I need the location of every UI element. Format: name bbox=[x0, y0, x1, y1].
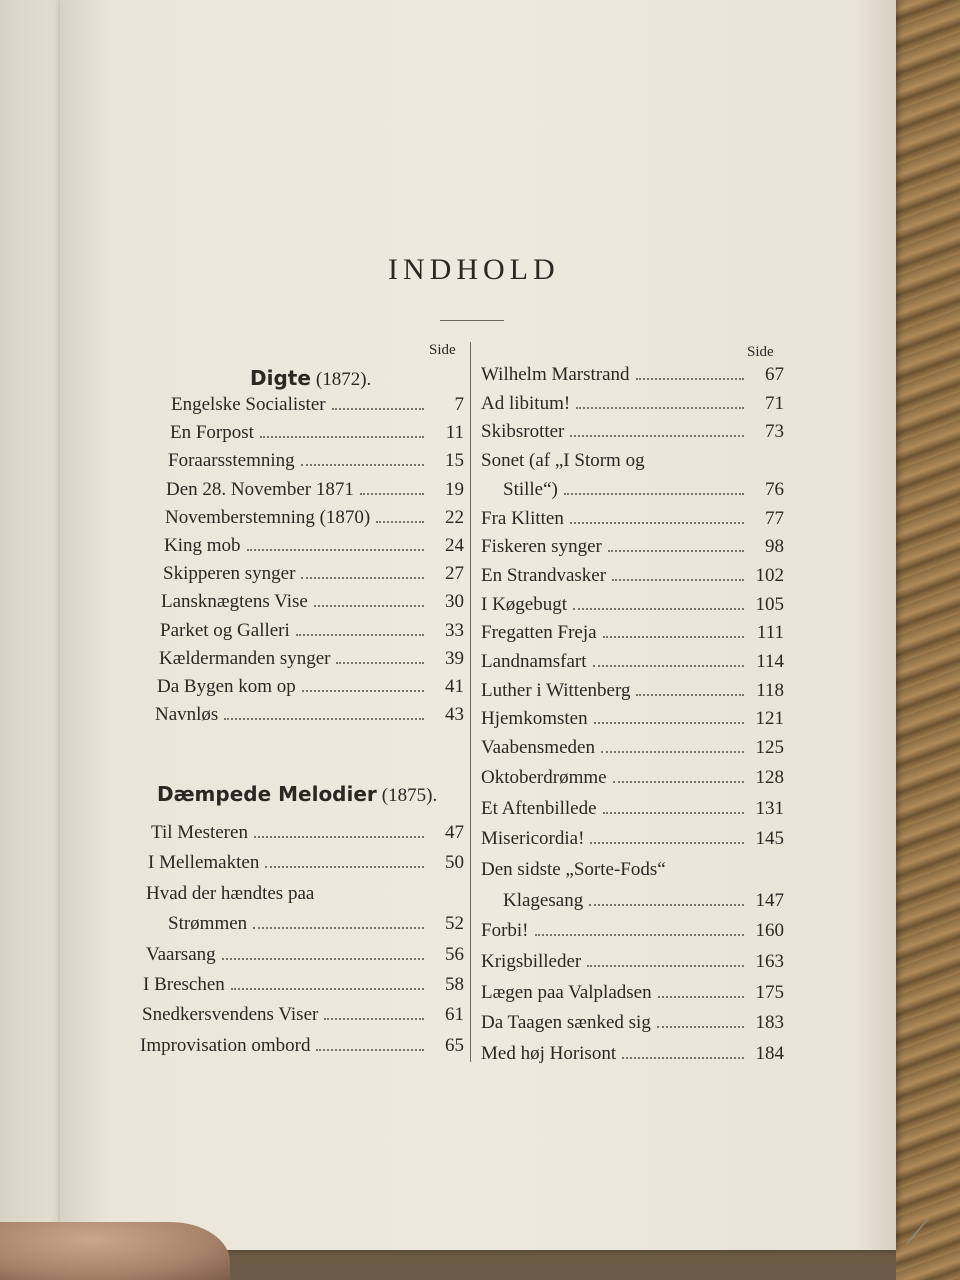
toc-entry-title: Wilhelm Marstrand bbox=[481, 364, 630, 385]
toc-entry-title: Et Aftenbillede bbox=[481, 798, 597, 819]
dot-leader bbox=[603, 812, 744, 814]
section-year: (1872). bbox=[315, 369, 372, 390]
dot-leader bbox=[231, 988, 424, 990]
toc-entry-page: 67 bbox=[765, 364, 784, 385]
toc-entry-page: 147 bbox=[755, 890, 784, 911]
toc-entry bbox=[481, 594, 784, 622]
toc-entry bbox=[161, 591, 464, 619]
toc-entry bbox=[503, 479, 784, 507]
toc-entry bbox=[143, 974, 464, 1002]
dot-leader bbox=[247, 549, 424, 551]
toc-entry-title: Novemberstemning (1870) bbox=[165, 507, 371, 528]
toc-entry bbox=[481, 450, 784, 478]
toc-entry bbox=[171, 394, 464, 422]
toc-entry bbox=[481, 508, 784, 536]
toc-entry bbox=[165, 507, 464, 535]
toc-entry-title: King mob bbox=[164, 535, 241, 556]
toc-entry bbox=[481, 1012, 784, 1040]
toc-entry bbox=[481, 951, 784, 979]
dot-leader bbox=[601, 751, 744, 753]
toc-entry bbox=[151, 822, 464, 850]
toc-entry-title: Kældermanden synger bbox=[159, 648, 331, 669]
toc-entry bbox=[146, 944, 464, 972]
toc-entry-page: 50 bbox=[445, 852, 464, 873]
toc-entry bbox=[481, 536, 784, 564]
toc-entry-page: 47 bbox=[445, 822, 464, 843]
toc-entry-title: Til Mesteren bbox=[151, 822, 248, 843]
toc-entry-page: 71 bbox=[765, 393, 784, 414]
page-title: INDHOLD bbox=[388, 253, 560, 286]
toc-entry-title: Fregatten Freja bbox=[481, 622, 597, 643]
toc-entry-page: 24 bbox=[445, 535, 464, 556]
toc-entry bbox=[140, 1035, 464, 1063]
toc-entry-title: Krigsbilleder bbox=[481, 951, 582, 972]
toc-entry-page: 43 bbox=[445, 704, 464, 725]
toc-entry-page: 7 bbox=[454, 394, 464, 415]
toc-entry-title: Vaabensmeden bbox=[481, 737, 595, 758]
dot-leader bbox=[603, 636, 744, 638]
toc-entry-title: Skibsrotter bbox=[481, 421, 565, 442]
side-label-left: Side bbox=[429, 342, 456, 358]
toc-entry bbox=[481, 828, 784, 856]
toc-entry-page: 118 bbox=[756, 680, 784, 701]
toc-entry bbox=[481, 364, 784, 392]
dot-leader bbox=[265, 866, 424, 868]
dot-leader bbox=[254, 836, 424, 838]
section-name: Dæmpede Melodier bbox=[157, 782, 377, 806]
toc-entry-title: Navnløs bbox=[155, 704, 219, 725]
toc-entry-title: Vaarsang bbox=[146, 944, 216, 965]
toc-entry bbox=[168, 450, 464, 478]
toc-entry-page: 22 bbox=[445, 507, 464, 528]
dot-leader bbox=[636, 694, 744, 696]
toc-entry-page: 77 bbox=[765, 508, 784, 529]
dot-leader bbox=[336, 662, 424, 664]
toc-entry bbox=[166, 479, 464, 507]
toc-entry-page: 102 bbox=[755, 565, 784, 586]
dot-leader bbox=[636, 378, 744, 380]
toc-entry bbox=[146, 883, 464, 911]
toc-entry-page: 125 bbox=[755, 737, 784, 758]
toc-entry bbox=[481, 421, 784, 449]
thumb bbox=[0, 1222, 230, 1280]
toc-entry-page: 61 bbox=[445, 1004, 464, 1025]
toc-entry-page: 145 bbox=[755, 828, 784, 849]
toc-entry-page: 175 bbox=[755, 982, 784, 1003]
toc-entry-page: 15 bbox=[445, 450, 464, 471]
toc-entry bbox=[164, 535, 464, 563]
toc-entry-page: 184 bbox=[755, 1043, 784, 1064]
dot-leader bbox=[570, 435, 744, 437]
toc-entry-title: Parket og Galleri bbox=[160, 620, 290, 641]
toc-entry-page: 33 bbox=[445, 620, 464, 641]
dot-leader bbox=[302, 690, 424, 692]
dot-leader bbox=[564, 493, 744, 495]
toc-entry-page: 73 bbox=[765, 421, 784, 442]
toc-entry bbox=[481, 708, 784, 736]
dot-leader bbox=[576, 407, 744, 409]
toc-entry bbox=[481, 680, 784, 708]
toc-entry bbox=[142, 1004, 464, 1032]
toc-entry-page: 114 bbox=[756, 651, 784, 672]
toc-entry bbox=[170, 422, 464, 450]
toc-entry-page: 160 bbox=[755, 920, 784, 941]
dot-leader bbox=[573, 608, 744, 610]
toc-entry-title: Landnamsfart bbox=[481, 651, 587, 672]
toc-entry-title: Engelske Socialister bbox=[171, 394, 326, 415]
toc-entry bbox=[481, 565, 784, 593]
toc-entry-page: 39 bbox=[445, 648, 464, 669]
page-corner-mark: ⟋ bbox=[906, 1212, 930, 1252]
toc-entry-page: 52 bbox=[445, 913, 464, 934]
toc-entry-title: En Strandvasker bbox=[481, 565, 607, 586]
dot-leader bbox=[332, 408, 424, 410]
dot-leader bbox=[590, 842, 744, 844]
toc-entry bbox=[503, 890, 784, 918]
toc-entry bbox=[481, 920, 784, 948]
toc-entry-page: 30 bbox=[445, 591, 464, 612]
dot-leader bbox=[613, 781, 744, 783]
dot-leader bbox=[594, 722, 744, 724]
column-divider bbox=[470, 342, 471, 1062]
toc-entry-title: Snedkersvendens Viser bbox=[142, 1004, 319, 1025]
toc-entry-title: Med høj Horisont bbox=[481, 1043, 617, 1064]
toc-entry-title: I Mellemakten bbox=[148, 852, 260, 873]
toc-entry bbox=[481, 798, 784, 826]
toc-entry-title: Fra Klitten bbox=[481, 508, 564, 529]
toc-entry-page: 58 bbox=[445, 974, 464, 995]
toc-entry-page: 163 bbox=[755, 951, 784, 972]
toc-entry bbox=[159, 648, 464, 676]
toc-entry-page: 65 bbox=[445, 1035, 464, 1056]
dot-leader bbox=[658, 996, 744, 998]
wicker-background bbox=[896, 0, 960, 1280]
toc-entry-page: 105 bbox=[755, 594, 784, 615]
toc-entry-title: I Køgebugt bbox=[481, 594, 568, 615]
toc-entry bbox=[481, 1043, 784, 1071]
dot-leader bbox=[622, 1057, 744, 1059]
dot-leader bbox=[593, 665, 744, 667]
toc-entry-title: Da Taagen sænked sig bbox=[481, 1012, 651, 1033]
side-label-right: Side bbox=[747, 344, 774, 360]
toc-entry-title: Improvisation ombord bbox=[140, 1035, 311, 1056]
toc-entry-page: 183 bbox=[755, 1012, 784, 1033]
dot-leader bbox=[324, 1018, 424, 1020]
toc-entry bbox=[160, 620, 464, 648]
toc-entry-title: Sonet (af „I Storm og bbox=[481, 450, 645, 471]
dot-leader bbox=[224, 718, 424, 720]
toc-entry-title: Misericordia! bbox=[481, 828, 585, 849]
section-year: (1875). bbox=[381, 785, 438, 806]
section-heading-daempede bbox=[157, 782, 437, 807]
dot-leader bbox=[222, 958, 424, 960]
toc-entry-title: Oktoberdrømme bbox=[481, 767, 607, 788]
toc-entry-title: Den 28. November 1871 bbox=[166, 479, 354, 500]
toc-entry bbox=[157, 676, 464, 704]
toc-entry-page: 19 bbox=[445, 479, 464, 500]
toc-entry-title: Lægen paa Valpladsen bbox=[481, 982, 652, 1003]
toc-entry bbox=[481, 982, 784, 1010]
toc-entry-title: Hvad der hændtes paa bbox=[146, 883, 315, 904]
toc-entry-page: 41 bbox=[445, 676, 464, 697]
toc-entry-page: 111 bbox=[756, 622, 784, 643]
toc-entry bbox=[481, 622, 784, 650]
dot-leader bbox=[376, 521, 424, 523]
toc-entry bbox=[481, 651, 784, 679]
dot-leader bbox=[570, 522, 744, 524]
toc-entry-title: Ad libitum! bbox=[481, 393, 571, 414]
dot-leader bbox=[316, 1049, 424, 1051]
toc-entry-page: 131 bbox=[755, 798, 784, 819]
dot-leader bbox=[314, 605, 424, 607]
toc-entry-title: Strømmen bbox=[168, 913, 248, 934]
dot-leader bbox=[301, 464, 424, 466]
dot-leader bbox=[608, 550, 744, 552]
toc-entry-title: Foraarsstemning bbox=[168, 450, 295, 471]
toc-entry-page: 98 bbox=[765, 536, 784, 557]
toc-entry-title: Skipperen synger bbox=[163, 563, 296, 584]
toc-entry bbox=[148, 852, 464, 880]
dot-leader bbox=[535, 934, 745, 936]
toc-entry-page: 76 bbox=[765, 479, 784, 500]
dot-leader bbox=[260, 436, 424, 438]
dot-leader bbox=[589, 904, 744, 906]
toc-entry-title: Forbi! bbox=[481, 920, 529, 941]
dot-leader bbox=[612, 579, 744, 581]
toc-entry-title: Klagesang bbox=[503, 890, 584, 911]
title-rule bbox=[440, 320, 504, 321]
toc-entry-title: En Forpost bbox=[170, 422, 254, 443]
dot-leader bbox=[253, 927, 424, 929]
toc-entry-title: Stille“) bbox=[503, 479, 558, 500]
toc-entry-page: 128 bbox=[755, 767, 784, 788]
toc-entry bbox=[481, 393, 784, 421]
dot-leader bbox=[301, 577, 424, 579]
toc-entry bbox=[481, 767, 784, 795]
toc-entry-title: Da Bygen kom op bbox=[157, 676, 296, 697]
toc-entry bbox=[155, 704, 464, 732]
toc-entry bbox=[163, 563, 464, 591]
dot-leader bbox=[587, 965, 744, 967]
toc-entry-page: 27 bbox=[445, 563, 464, 584]
toc-entry-title: Den sidste „Sorte-Fods“ bbox=[481, 859, 666, 880]
toc-entry-title: Lansknægtens Vise bbox=[161, 591, 308, 612]
toc-entry-page: 121 bbox=[755, 708, 784, 729]
toc-entry bbox=[481, 737, 784, 765]
toc-entry bbox=[481, 859, 784, 887]
toc-entry-title: Hjemkomsten bbox=[481, 708, 588, 729]
dot-leader bbox=[657, 1026, 744, 1028]
section-name: Digte bbox=[250, 366, 311, 390]
toc-entry bbox=[168, 913, 464, 941]
toc-entry-title: Fiskeren synger bbox=[481, 536, 602, 557]
toc-entry-page: 56 bbox=[445, 944, 464, 965]
section-heading-digte bbox=[250, 366, 371, 391]
dot-leader bbox=[296, 634, 424, 636]
dot-leader bbox=[360, 493, 424, 495]
toc-entry-page: 11 bbox=[445, 422, 464, 443]
toc-entry-title: Luther i Wittenberg bbox=[481, 680, 631, 701]
toc-entry-title: I Breschen bbox=[143, 974, 225, 995]
